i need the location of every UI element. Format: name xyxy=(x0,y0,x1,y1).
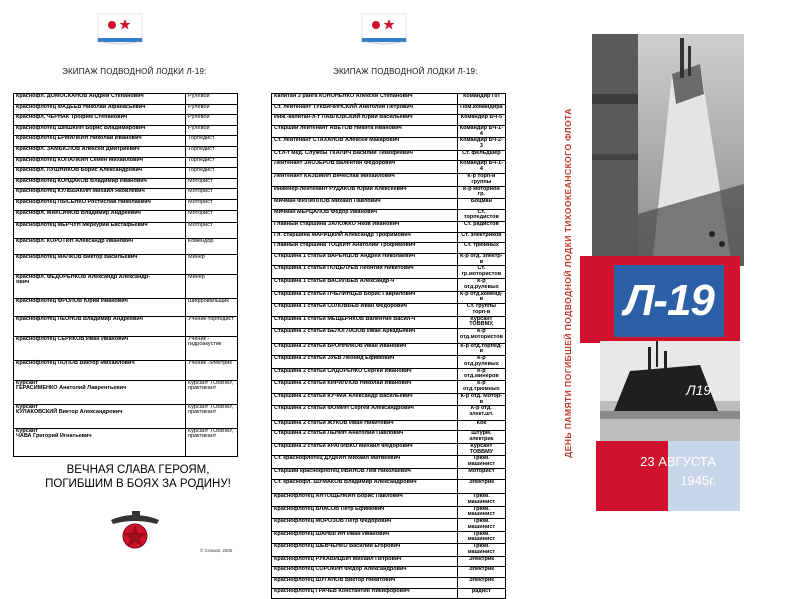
crew-member-role: Боцман xyxy=(457,199,505,210)
crew-member-name: Мичман МЕРЦАЛОВ Федор Иванович xyxy=(272,209,458,222)
crew-member-role: Моторист xyxy=(186,178,238,189)
slogan-line-2: ПОГИБШИМ В БОЯХ ЗА РОДИНУ! xyxy=(45,478,231,490)
crew-member-name: Инж.-капитан-л-т ПАВЛОВСКИЙ Юрий Васильевич xyxy=(272,115,458,126)
crew-member-role: К-р отд. элект.шт. xyxy=(457,406,505,421)
crew-member-name: Капитан 3 ранга КОНОНЕНКО Алексей Степанович xyxy=(272,94,458,105)
crew-member-name: Краснофлотец ШУГАНОВ Виктор Никитович xyxy=(272,577,458,588)
crew-member-name: Ст. лейтенант ТУКВАЧИНСКИЙ Анатолий Петрович xyxy=(272,104,458,115)
crew-member-role: Электрик xyxy=(457,577,505,588)
crew-member-name: Старшина 2 статьи ЖУКОВ Иван Никитович xyxy=(272,420,458,431)
crew-row xyxy=(14,168,238,179)
crew-member-role: Трюм. машинист xyxy=(457,544,505,557)
crew-member-name: Старшина 1 статьи ВАСИЛЬЕВ Александр-ч xyxy=(272,279,458,292)
crew-member-name: Мичман ФИЛИППОВ Михаил Павлович xyxy=(272,199,458,210)
crew-member-role: Ст. группы торп-в xyxy=(457,304,505,317)
crew-member-role: Командир БЧ-2-3 xyxy=(457,138,505,151)
crew-member-role: К-р торп-й группы xyxy=(457,173,505,186)
crew-row xyxy=(272,138,506,151)
crew-member-role: Пом.командира xyxy=(457,104,505,115)
crew-member-role: Командир БЧ-1-4 xyxy=(457,161,505,174)
crew-row xyxy=(272,186,506,199)
crew-list-title: ЭКИПАЖ ПОДВОДНОЙ ЛОДКИ Л-19: xyxy=(62,67,207,76)
naval-ensign-icon xyxy=(98,14,142,47)
crew-row xyxy=(272,506,506,519)
crew-member-name: Старшина 2 статьи КУЧМА Александр Васильевич xyxy=(272,393,458,406)
crew-member-name: Краснофлотец ШАНЫГИН Иван Иванович xyxy=(272,531,458,544)
crew-row xyxy=(272,173,506,186)
crew-row xyxy=(272,279,506,292)
crew-row xyxy=(14,94,238,105)
date-year: 1945г. xyxy=(680,473,716,488)
crew-row xyxy=(14,316,238,336)
crew-member-name: Старшина 1 статьи ПОЦЕЛУЕВ Леонтий Никитович xyxy=(272,266,458,279)
crew-row xyxy=(272,94,506,105)
crew-row xyxy=(272,291,506,304)
crew-member-name: Старшина 2 статьи ЗУЕВ Леонид Ефимович xyxy=(272,356,458,369)
crew-member-name: Ст.л-т мед. Службы ТКАЛИЧ Василий Тимофеевич xyxy=(272,150,458,161)
crew-member-role: Рулевой xyxy=(186,94,238,105)
crew-row xyxy=(14,199,238,210)
crew-row xyxy=(272,115,506,126)
crew-member-name: Краснофлотец КОНДАКОВ Владимир Иванович xyxy=(14,178,186,189)
date-day: 23 АВГУСТА xyxy=(640,454,716,469)
crew-member-name: Курсант ЧАВА Григорий Игнатьевич xyxy=(14,428,186,456)
crew-member-role: Ст. фельдшер xyxy=(457,150,505,161)
crew-member-name: Старшина 2 статьи КИРИЛЛОВ Николай Иванович xyxy=(272,381,458,394)
crew-row xyxy=(14,238,238,254)
crew-row xyxy=(272,468,506,479)
crew-member-name: Краснофлотец ФАДЕЕВ Николай Афанасьевич xyxy=(14,104,186,115)
crew-member-role: Ст. торпедистов xyxy=(457,209,505,222)
crew-member-role: Трюм. машинист xyxy=(457,519,505,532)
crew-member-name: Ст. лейтенант СТАХАНОВ Алексей Макарович xyxy=(272,138,458,151)
crew-member-role: Электрик xyxy=(457,479,505,494)
crew-member-name: Старший краснофлотец ИВАНОВ Лев Николаевич xyxy=(272,468,458,479)
crew-member-name: Краснофл. ФЕДОРЕНКОВ Александр Александр- ович xyxy=(14,274,186,298)
crew-row xyxy=(272,406,506,421)
crew-list-title: ЭКИПАЖ ПОДВОДНОЙ ЛОДКИ Л-19: xyxy=(333,67,478,76)
crew-member-role: Моторист xyxy=(186,222,238,238)
crew-member-name: Старшина 2 статьи ЛЕНИН Анатолий Павлович xyxy=(272,431,458,444)
crew-member-role: К-р отд.рулевых xyxy=(457,279,505,292)
memorial-day-title xyxy=(553,58,583,508)
crew-member-role: Моторист xyxy=(186,189,238,200)
crew-member-role: Торпедист xyxy=(186,146,238,157)
crew-member-role: Ученик -электрик xyxy=(186,360,238,380)
crew-member-name: Краснофлотец МОРОЗОВ Петр Федорович xyxy=(272,519,458,532)
crew-row xyxy=(14,274,238,298)
crew-member-role: К-р отд.коменд-в xyxy=(457,291,505,304)
crew-member-role: Трюм. машинист xyxy=(457,494,505,507)
crew-member-role: Минер xyxy=(186,274,238,298)
crew-row xyxy=(272,567,506,578)
crew-member-role: Ст. электриков xyxy=(457,232,505,243)
submarine-badge-icon xyxy=(105,508,165,552)
memorial-day-text: ДЕНЬ ПАМЯТИ ПОГИБШЕЙ ПОДВОДНОЙ ЛОДКИ ТИХООКЕАНСКОГО ФЛОТА xyxy=(563,108,573,458)
crew-member-role: К-р отд.трюмных xyxy=(457,381,505,394)
crew-row xyxy=(272,199,506,210)
crew-row xyxy=(272,161,506,174)
crew-row xyxy=(14,380,238,404)
crew-row xyxy=(14,222,238,238)
crew-member-role: К-р отд. электр-в xyxy=(457,253,505,266)
crew-row xyxy=(14,298,238,316)
slogan-line-1: ВЕЧНАЯ СЛАВА ГЕРОЯМ, xyxy=(66,464,210,476)
crew-member-name: Старшина 2 статьи СИДОРЕНКО Сергей Иванович xyxy=(272,368,458,381)
crew-row xyxy=(272,209,506,222)
crew-member-name: Старший лейтенант АВЕТОВ Никита Иванович xyxy=(272,125,458,138)
crew-member-role: Курсант ТОВВМУ, практикант xyxy=(186,404,238,428)
crew-member-name: Старшина 2 статьи ФОМИН Сергей Александрович xyxy=(272,406,458,421)
crew-member-role: Рулевой xyxy=(186,115,238,126)
crew-row xyxy=(272,304,506,317)
crew-member-role: Шифровальщик xyxy=(186,298,238,316)
copyright-note: © Слизов, 2005 xyxy=(200,548,233,553)
crew-member-name: Курсант ГЕРАСИМЕНКО Анатолий Лаврентьевич xyxy=(14,380,186,404)
submarine-photo xyxy=(592,34,744,266)
crew-member-name: Краснофлотец ЛЕОНОВ Владимир Андреевич xyxy=(14,316,186,336)
crew-member-role: Командир БЧ-5 xyxy=(457,115,505,126)
crew-member-role: К-р отд.рулевых xyxy=(457,356,505,369)
crew-row xyxy=(272,222,506,233)
crew-member-role: К-р отд. Мотор-в xyxy=(457,393,505,406)
crew-member-role: Рулевой xyxy=(186,125,238,136)
crew-row xyxy=(272,577,506,588)
crew-member-role: Минер xyxy=(186,254,238,274)
crew-member-name: Краснофлотец ФРОЛОВ Юрий Иванович xyxy=(14,298,186,316)
crew-member-name: Краснофл. ЧЕРНАК Трофим Степанович xyxy=(14,115,186,126)
crew-member-role: Моторист xyxy=(457,468,505,479)
crew-member-name: Краснофл. МАКСИМОВ Владимир Андреевич xyxy=(14,210,186,222)
crew-member-role: Моторист xyxy=(186,199,238,210)
crew-row xyxy=(272,329,506,344)
crew-member-name: Краснофлотец ШИШКИН Борис Владимирович xyxy=(14,125,186,136)
crew-member-name: Инженер-лейтенант РУДАКОВ Юрий Алексеевич xyxy=(272,186,458,199)
crew-member-role: Командир ПЛ xyxy=(457,94,505,105)
crew-row xyxy=(272,531,506,544)
crew-row xyxy=(272,316,506,329)
crew-row xyxy=(14,336,238,360)
crew-member-name: Краснофлотец СОРОКИН Федор Александрович xyxy=(272,567,458,578)
crew-member-name: Краснофл. ДОМОСКАНОВ Андрей Степанович xyxy=(14,94,186,105)
crew-row xyxy=(14,428,238,456)
crew-row xyxy=(272,356,506,369)
crew-row xyxy=(14,146,238,157)
crew-member-name: Главный старшина ЗАЛОЖКО Яков Иванович xyxy=(272,222,458,233)
crew-member-role: Моторист xyxy=(186,210,238,222)
crew-member-role: Трюм. машинист xyxy=(457,531,505,544)
crew-member-name: Краснофл. ЛУШНИКОВ Борис Александрович xyxy=(14,168,186,179)
crew-member-name: Краснофлотец РУКАВИЦЫН Михаил Петрович xyxy=(272,556,458,567)
crew-row xyxy=(272,494,506,507)
crew-member-role: Электрик xyxy=(457,556,505,567)
crew-member-role: Штурм. электрик xyxy=(457,431,505,444)
crew-row xyxy=(272,393,506,406)
crew-member-name: Краснофлотец ПОПОВ Виктор Михайлович xyxy=(14,360,186,380)
crew-member-name: Старшина 2 статьи БЕЛОГЛАЗОВ Иван Аркадьевич xyxy=(272,329,458,344)
crew-member-role: Ученик-торпедист xyxy=(186,316,238,336)
crew-member-role: Торпедист xyxy=(186,168,238,179)
crew-row xyxy=(14,189,238,200)
crew-member-name: Краснофлотец ВЛАСОВ Петр Ефимович xyxy=(272,506,458,519)
sail-number-label: Л19 xyxy=(686,382,712,398)
crew-member-name: Краснофлотец АНТОЩЕНКИН Борис Павлович xyxy=(272,494,458,507)
memorial-date xyxy=(606,452,716,490)
crew-row xyxy=(272,456,506,469)
naval-ensign-icon xyxy=(362,14,406,47)
crew-member-role: Кок xyxy=(457,420,505,431)
crew-member-role: Торпедист xyxy=(186,136,238,147)
crew-member-role: Командир БЧ-1-4 xyxy=(457,125,505,138)
crew-row xyxy=(272,431,506,444)
crew-member-role: Курсант ТОВВМУ xyxy=(457,443,505,456)
crew-row xyxy=(272,381,506,394)
memorial-conning-tower-photo xyxy=(600,341,740,442)
crew-member-role: К-р отд.минеров xyxy=(457,368,505,381)
crew-member-role: радист xyxy=(457,588,505,599)
crew-member-name: Старшина 1 статьи ВАРЕНЦОВ Андрей Николаевич xyxy=(272,253,458,266)
crew-member-name: Старшина 2 статьи БРОННИКОВ Иван Иванович xyxy=(272,343,458,356)
crew-row xyxy=(272,266,506,279)
crew-member-name: Старшина 2 статьи КРАПИВКО Михаил Федорович xyxy=(272,443,458,456)
crew-row xyxy=(14,404,238,428)
crew-member-name: Старшина 1 статьи СОЛОВЬЕВ Иван Федорович xyxy=(272,304,458,317)
crew-member-name: Гл. старшина МАРИЦКИЙ Александр Трофимович xyxy=(272,232,458,243)
crew-member-name: Краснофлотец СЕРИКОВ Иван Иванович xyxy=(14,336,186,360)
crew-member-name: Ст. краснофл. ШУМАКОВ Владимир Александрович xyxy=(272,479,458,494)
crew-member-role: Трюм. машинист xyxy=(457,506,505,519)
crew-member-name: Краснофлотец ЕРМИЛКИН Николай Иванович xyxy=(14,136,186,147)
crew-member-name: Лейтенант ЗАОЗЕРОВ Валентин Федорович xyxy=(272,161,458,174)
crew-member-name: Краснофлотец ШЕВЧЕНКО Василий Егорович xyxy=(272,544,458,557)
crew-row xyxy=(14,210,238,222)
memorial-slogan xyxy=(22,463,254,491)
crew-member-name: Краснофл. ЗАМЫСЛОВ Алексей Дмитриевич xyxy=(14,146,186,157)
crew-row xyxy=(272,544,506,557)
submarine-name-title: Л-19 xyxy=(624,276,714,325)
crew-member-role: Курсант ТОВВМУ, практикант xyxy=(186,428,238,456)
crew-member-name: Краснофлотец МЕРЧУН Меркурий Евстафьевич xyxy=(14,222,186,238)
crew-member-name: Краснофлотец ЛЫСЕНКО Ростислав Николаевич xyxy=(14,199,186,210)
crew-table-officers xyxy=(271,93,506,599)
crew-member-name: Краснофлотец ГРАЧЕВ Константин Никифорович xyxy=(272,588,458,599)
crew-row xyxy=(14,136,238,147)
crew-member-role: Курсант ТОВВМУ, xyxy=(457,316,505,329)
crew-row xyxy=(272,343,506,356)
crew-member-name: Старшина 1 статьи МЕЩЕРЯКОВ Валентин Васил-ч xyxy=(272,316,458,329)
crew-member-name: Старшина 1 статьи ПЧЕЛИНЦЕВ Борис Гаврилович xyxy=(272,291,458,304)
crew-row xyxy=(14,115,238,126)
crew-row xyxy=(14,360,238,380)
crew-member-name: Лейтенант КАЗЬМИН Вячеслав Михайлович xyxy=(272,173,458,186)
crew-member-role: К-р отд.торпед-в xyxy=(457,343,505,356)
crew-member-role: Курсант ТОВВМУ, практикант xyxy=(186,380,238,404)
crew-member-name: Краснофлотец МАЛКОВ Виктор Васильевич xyxy=(14,254,186,274)
crew-member-role: Торпедист xyxy=(186,157,238,168)
crew-row xyxy=(272,243,506,254)
crew-member-name: Краснофлотец КОПАЛКИН Семен Михайлович xyxy=(14,157,186,168)
crew-member-role: Трюм. машинист xyxy=(457,456,505,469)
crew-member-role: Ученик - гидроакустик xyxy=(186,336,238,360)
crew-member-role: Ст. трюмных xyxy=(457,243,505,254)
crew-member-name: Ст. краснофлотец ДУДКИН Михаил Матвеевич xyxy=(272,456,458,469)
crew-row xyxy=(272,588,506,599)
crew-member-role: Ст. радистов xyxy=(457,222,505,233)
crew-row xyxy=(272,125,506,138)
crew-row xyxy=(272,519,506,532)
crew-member-name: Курсант КУЛАКОВСКИЙ Виктор Александрович xyxy=(14,404,186,428)
crew-row xyxy=(14,254,238,274)
crew-member-role: К-р отд.мотористов xyxy=(457,329,505,344)
crew-row xyxy=(272,368,506,381)
crew-table-left xyxy=(13,93,238,457)
crew-row xyxy=(272,479,506,494)
crew-member-role: Электрик xyxy=(457,567,505,578)
crew-member-name: Главный старшина ТОЦКИН Анатолий Трофимович xyxy=(272,243,458,254)
crew-member-role: К-р моторной гр. xyxy=(457,186,505,199)
crew-member-role: Рулевой xyxy=(186,104,238,115)
crew-member-name: Краснофлотец КУЛЬБАКИН Михаил Яковлевич xyxy=(14,189,186,200)
crew-member-role: Комендор xyxy=(186,238,238,254)
crew-member-name: Краснофл. КОРОТИН Александр Иванович xyxy=(14,238,186,254)
crew-member-role: Ст. гр.мотористов xyxy=(457,266,505,279)
